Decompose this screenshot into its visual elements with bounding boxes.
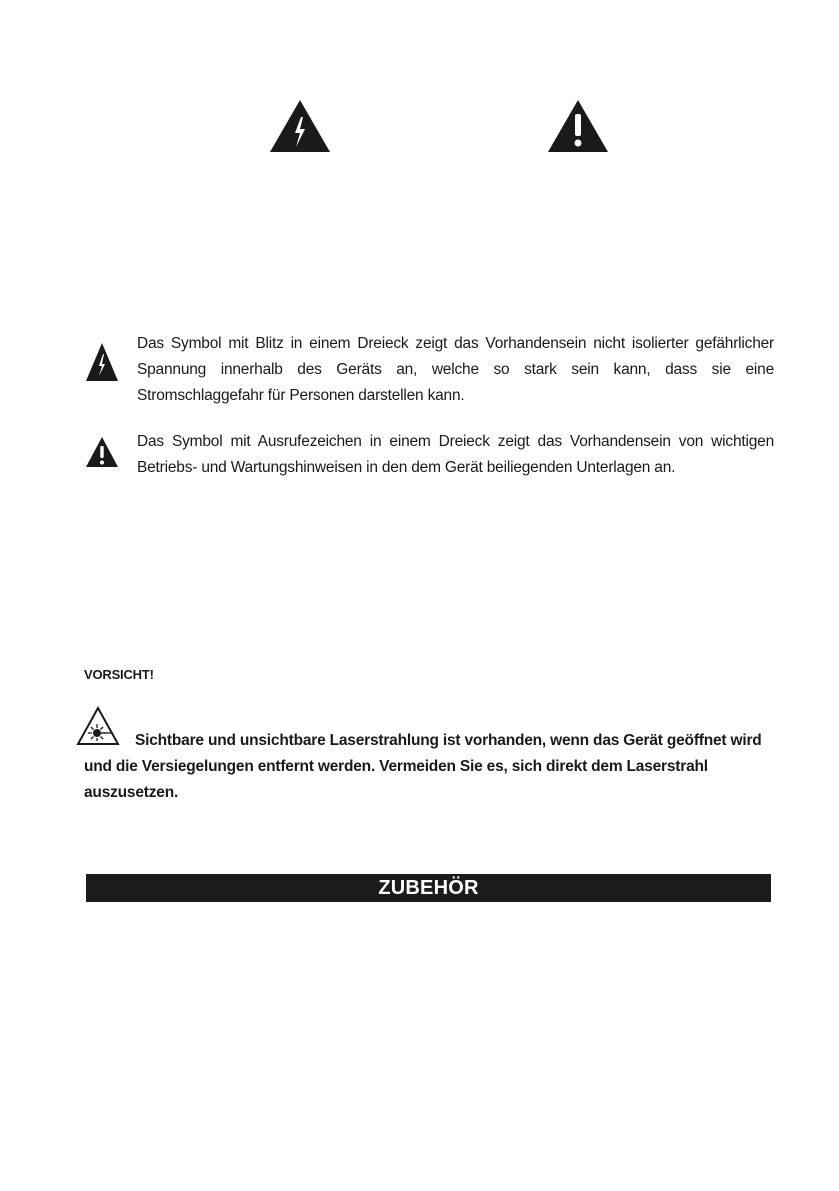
lightning-warning-icon	[85, 342, 119, 382]
laser-warning-text	[84, 728, 764, 806]
section-header	[86, 874, 771, 902]
lightning-symbol-description: Das Symbol mit Blitz in einem Dreieck zeigt das Vorhandensein nicht isolierter gefährlicher Spannung innerhalb des Geräts an, welche so stark sein kann, dass sie eine Stromschlaggefahr für Personen darstellen kann.	[137, 335, 774, 404]
lightning-warning-icon	[268, 98, 332, 154]
exclamation-symbol-description: Das Symbol mit Ausrufezeichen in einem Dreieck zeigt das Vorhandensein von wichtigen Betriebs- und Wartungshinweisen in den dem Gerät beiliegenden Unterlagen an.	[137, 433, 774, 476]
section-title: ZUBEHÖR	[378, 877, 479, 899]
exclamation-warning-icon	[546, 98, 610, 154]
laser-warning-content: Sichtbare und unsichtbare Laserstrahlung ist vorhanden, wenn das Gerät geöffnet wird und die Versiegelungen entfernt werden. Vermeiden Sie es, sich direkt dem Laserstrahl auszusetzen.	[84, 732, 762, 801]
exclamation-warning-icon	[85, 436, 119, 468]
caution-label: VORSICHT!	[84, 667, 154, 682]
